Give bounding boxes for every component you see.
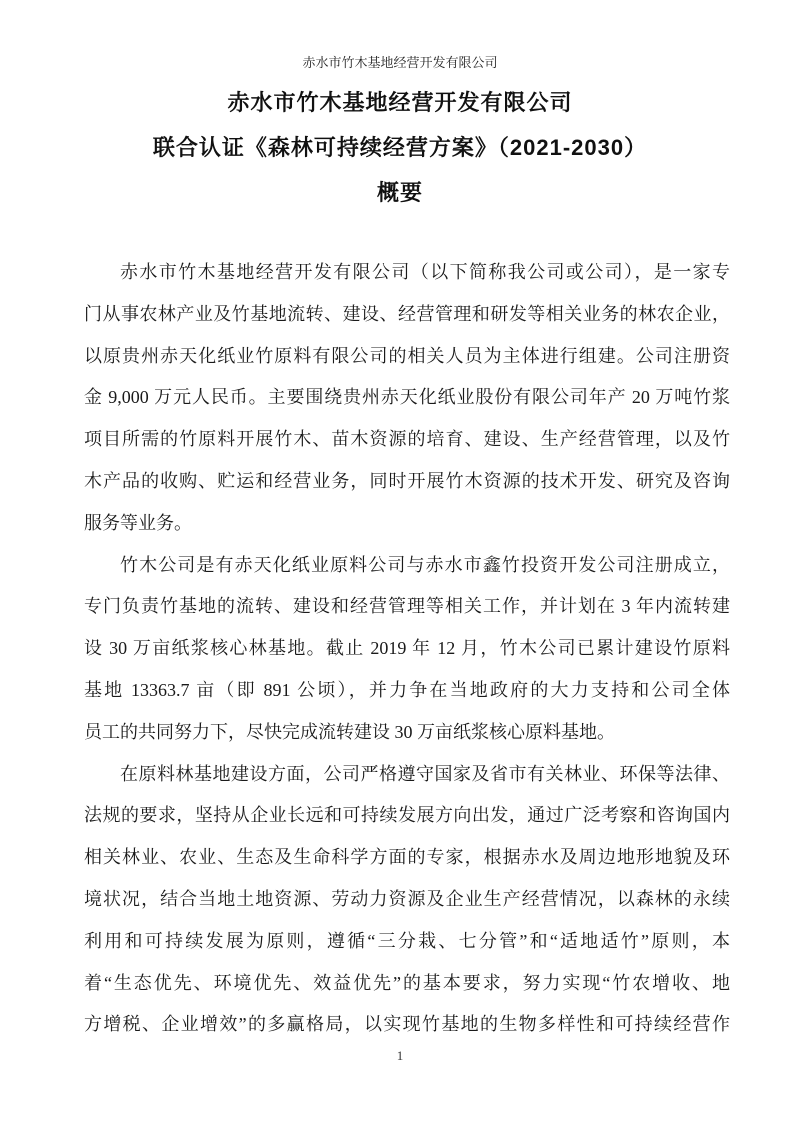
doc-title-line-3: 概要 [376,180,423,205]
document-title [0,80,800,215]
body-line: 以原贵州赤天化纸业竹原料有限公司的相关人员为主体进行组建。公司注册资 [84,345,730,366]
document-body [84,252,730,1046]
body-line: 基地 13363.7 亩（即 891 公顷），并力争在当地政府的大力支持和公司全体 [84,679,730,700]
body-line: 金 9,000 万元人民币。主要围绕贵州赤天化纸业股份有限公司年产 20 万吨竹浆 [84,387,730,408]
paragraph-3 [84,754,730,1047]
running-header: 赤水市竹木基地经营开发有限公司 [302,55,498,70]
body-line: 赤水市竹木基地经营开发有限公司（以下简称我公司或公司），是一家专 [120,262,730,282]
body-line: 利用和可持续发展为原则，遵循“三分栽、七分管”和“适地适竹”原则，本 [84,930,730,951]
body-line: 设 30 万亩纸浆核心林基地。截止 2019 年 12 月，竹木公司已累计建设竹原料 [84,638,730,659]
body-line: 相关林业、农业、生态及生命科学方面的专家，根据赤水及周边地形地貌及环 [84,847,730,868]
paragraph-2 [84,545,730,754]
body-line: 方增税、企业增效”的多赢格局，以实现竹基地的生物多样性和可持续经营作 [84,1014,730,1035]
body-line: 木产品的收购、贮运和经营业务，同时开展竹木资源的技术开发、研究及咨询 [84,470,730,491]
body-line: 员工的共同努力下，尽快完成流转建设 30 万亩纸浆核心原料基地。 [84,721,615,742]
body-line: 境状况，结合当地土地资源、劳动力资源及企业生产经营情况，以森林的永续 [84,888,730,909]
body-line: 专门负责竹基地的流转、建设和经营管理等相关工作，并计划在 3 年内流转建 [84,596,730,617]
body-line: 在原料林基地建设方面，公司严格遵守国家及省市有关林业、环保等法律、 [120,763,730,784]
body-line: 项目所需的竹原料开展竹木、苗木资源的培育、建设、生产经营管理，以及竹 [84,429,730,450]
body-line: 法规的要求，坚持从企业长远和可持续发展方向出发，通过广泛考察和咨询国内 [84,805,730,826]
page-footer [0,1048,800,1064]
body-line: 竹木公司是有赤天化纸业原料公司与赤水市鑫竹投资开发公司注册成立， [120,554,730,575]
doc-title-line-1: 赤水市竹木基地经营开发有限公司 [227,90,573,115]
body-line: 服务等业务。 [84,512,192,533]
doc-title-line-2: 联合认证《森林可持续经营方案》（2021-2030） [152,135,648,160]
page-number: 1 [396,1048,404,1063]
paragraph-1 [84,252,730,545]
body-line: 门从事农林产业及竹基地流转、建设、经营管理和研发等相关业务的林农企业， [84,303,730,324]
body-line: 着“生态优先、环境优先、效益优先”的基本要求，努力实现“竹农增收、地 [84,972,730,993]
